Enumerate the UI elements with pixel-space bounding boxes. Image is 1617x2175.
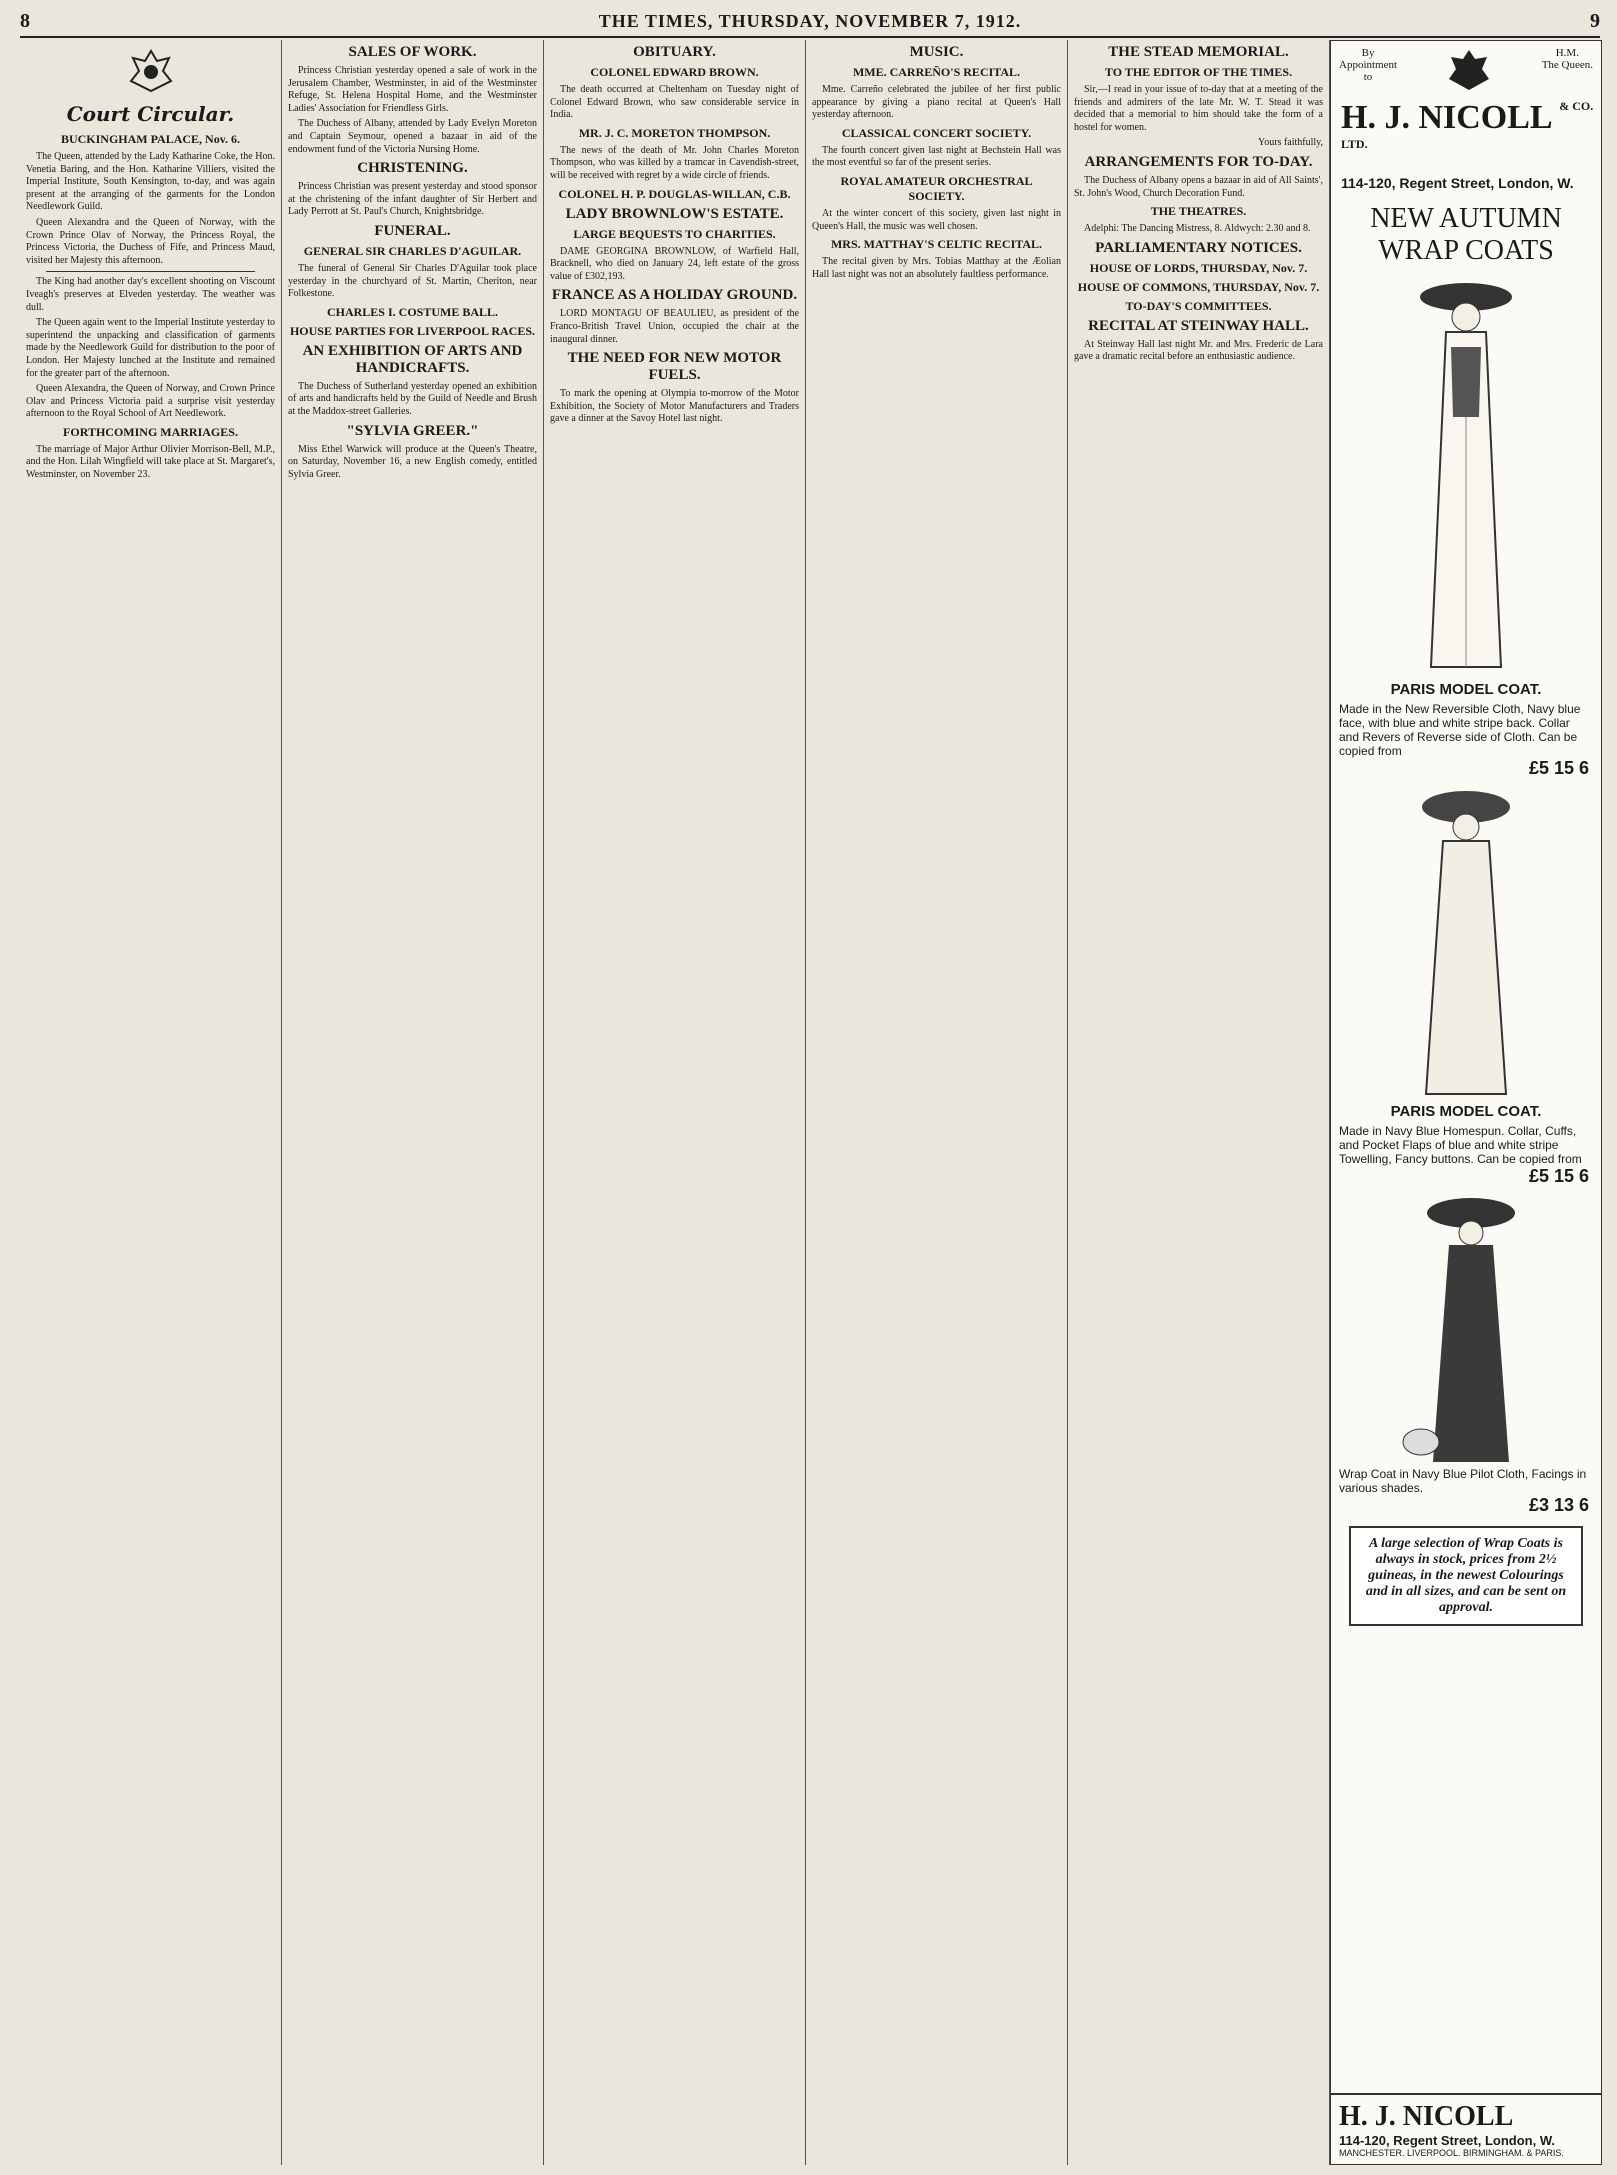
divider: [46, 271, 255, 272]
section-heading: FUNERAL.: [374, 222, 451, 239]
masthead-title: THE TIMES, THURSDAY, NOVEMBER 7, 1912.: [598, 10, 1022, 31]
ad-footer-branches: MANCHESTER. LIVERPOOL. BIRMINGHAM. & PARIS.: [1339, 2148, 1564, 2158]
royal-appointment: [1331, 41, 1601, 93]
paragraph: The marriage of Major Arthur Olivier Morrison-Bell, M.P., and the Hon. Lilah Wingfield will take place at St. Margaret's, Westminster, on November 23.: [26, 443, 275, 481]
page-number-right: 9: [1590, 9, 1600, 32]
section-heading: OBITUARY.: [633, 44, 716, 60]
ad-by: By: [1361, 47, 1375, 59]
paragraph: The fourth concert given last night at Bechstein Hall was the most eventful so far of the present series.: [812, 144, 1061, 169]
paragraph: Adelphi: The Dancing Mistress, 8. Aldwych: 2.30 and 8.: [1084, 223, 1311, 235]
paragraph: The death occurred at Cheltenham on Tuesday night of Colonel Edward Brown, who saw considerable service in India.: [550, 84, 799, 121]
paragraph: At Steinway Hall last night Mr. and Mrs. Frederic de Lara gave a dramatic recital before an enthusiastic audience.: [1074, 338, 1323, 363]
ad-to: to: [1363, 71, 1373, 83]
section-heading: PARLIAMENTARY NOTICES.: [1095, 239, 1302, 256]
ad-stock-notice: A large selection of Wrap Coats is always in stock, prices from 2½ guineas, in the newest Colourings and in all sizes, and can be sent on approval.: [1349, 1526, 1583, 1626]
section-dateline: BUCKINGHAM PALACE, Nov. 6.: [60, 132, 241, 146]
paragraph: The Queen, attended by the Lady Katharine Coke, the Hon. Venetia Baring, and the Hon. Katharine Villiers, visited the Imperial Institute, South Kensington, to-day, and was again present at the arranging of the garments for the London Needlework Guild.: [26, 151, 275, 213]
section-heading: CHRISTENING.: [357, 160, 468, 177]
section-subheading: TO THE EDITOR OF THE TIMES.: [1104, 65, 1293, 79]
ad-price-3: £3 13 6: [1528, 1495, 1589, 1515]
section-subheading: COLONEL H. P. DOUGLAS-WILLAN, C.B.: [558, 186, 791, 201]
coat-figure-2-image: [1391, 779, 1541, 1099]
paragraph: The funeral of General Sir Charles D'Aguilar took place yesterday in the churchyard of St. Martin, Cheriton, near Folkestone.: [288, 262, 537, 300]
ad-description-3: Wrap Coat in Navy Blue Pilot Cloth, Facings in various shades.: [1339, 1467, 1587, 1495]
section-heading: THE STEAD MEMORIAL.: [1108, 44, 1289, 60]
ad-footer-address: 114-120, Regent Street, London, W.: [1339, 2133, 1555, 2148]
section-subheading: HOUSE OF COMMONS, THURSDAY, Nov. 7.: [1077, 279, 1320, 294]
ad-headline-1: NEW AUTUMN: [1370, 203, 1562, 234]
ad-price-1: £5 15 6: [1528, 758, 1589, 778]
paragraph: The recital given by Mrs. Tobias Matthay at the Æolian Hall last night was not an absolutely faultless performance.: [812, 256, 1061, 280]
paragraph: DAME GEORGINA BROWNLOW, of Warfield Hall, Bracknell, who died on January 24, left estate of the gross value of £302,193.: [550, 245, 799, 282]
paragraph: Princess Christian yesterday opened a sale of work in the Jerusalem Chamber, Westminster, in aid of the Westminster Refuge, St. Helena Hospital Home, and the Westminster Ladies' Association for Friendless Girls.: [288, 65, 537, 114]
paragraph: The Queen again went to the Imperial Institute yesterday to superintend the unpacking and classification of garments made by the Needlework Guild for distribution to the poor of London. Her Majesty lunched at the Institute and remained for the greater part of the afternoon.: [26, 317, 275, 379]
ad-headline-2: WRAP COATS: [1378, 235, 1554, 266]
paragraph: At the winter concert of this society, given last night in Queen's Hall, the music was well chosen.: [812, 207, 1061, 232]
ad-footer-name: H. J. NICOLL: [1339, 2101, 1514, 2132]
section-subheading: COLONEL EDWARD BROWN.: [590, 65, 759, 79]
section-subheading: MME. CARREÑO'S RECITAL.: [852, 65, 1021, 79]
paragraph: Princess Christian was present yesterday and stood sponsor at the christening of the infant daughter of Sir Herbert and Lady Perrott at St. Paul's Church, Knightsbridge.: [288, 181, 537, 218]
section-heading: HOUSE PARTIES FOR LIVERPOOL RACES.: [289, 323, 536, 338]
column-court-circular: [20, 40, 282, 2165]
page-number-left: 8: [20, 9, 30, 32]
ad-caption-1: PARIS MODEL COAT.: [1390, 681, 1542, 698]
paragraph: Queen Alexandra and the Queen of Norway, with the Crown Prince Olav of Norway, the Princess Royal, the Princess Victoria, the Duchess of Fife, and Princess Maud, visited her Majesty this afternoon.: [26, 216, 275, 266]
section-heading: FORTHCOMING MARRIAGES.: [63, 424, 238, 439]
paragraph: The Duchess of Sutherland yesterday opened an exhibition of arts and handicrafts held by the Guild of Needle and Brush at the Maddox-street Galleries.: [288, 380, 537, 417]
ad-company-name: H. J. NICOLL $^{\& CO. LTD.}$: [1341, 99, 1594, 151]
section-heading: THE NEED FOR NEW MOTOR FUELS.: [567, 350, 782, 384]
coat-figure-1-image: [1391, 267, 1541, 677]
paragraph: The King had another day's excellent shooting on Viscount Iveagh's preserves at Elveden yesterday. The weather was dull.: [26, 276, 275, 313]
section-heading: "SYLVIA GREER.": [346, 422, 479, 439]
section-heading: FRANCE AS A HOLIDAY GROUND.: [551, 287, 798, 304]
paragraph: The news of the death of Mr. John Charles Moreton Thompson, who was killed by a tramcar in Cavendish-street, will be received with regret by a wide circle of friends.: [550, 144, 799, 181]
signature: Yours faithfully,: [1257, 137, 1323, 149]
section-heading: SALES OF WORK.: [348, 44, 477, 60]
advertisement-nicoll: [1330, 40, 1602, 2165]
column-music: [806, 40, 1068, 2165]
section-heading: LADY BROWNLOW'S ESTATE.: [565, 205, 784, 222]
ad-appointment: Appointment: [1339, 59, 1398, 71]
section-subheading: HOUSE OF LORDS, THURSDAY, Nov. 7.: [1089, 260, 1308, 275]
section-subheading: LARGE BEQUESTS TO CHARITIES.: [573, 226, 776, 241]
ad-description-1: Made in the New Reversible Cloth, Navy blue face, with blue and white stripe back. Collar and Revers of Reverse side of Cloth. Can be copied from: [1339, 702, 1581, 758]
section-heading: ARRANGEMENTS FOR TO-DAY.: [1084, 153, 1313, 170]
section-subheading: TO-DAY'S COMMITTEES.: [1125, 298, 1272, 313]
column-sales-of-work: [282, 40, 544, 2165]
paragraph: LORD MONTAGU OF BEAULIEU, as president of the Franco-British Travel Union, occupied the chair at the inaugural dinner.: [550, 308, 799, 345]
section-heading: MUSIC.: [909, 44, 964, 60]
section-heading: AN EXHIBITION OF ARTS AND HANDICRAFTS.: [302, 342, 523, 376]
ad-queen: The Queen.: [1541, 59, 1593, 71]
column-stead-memorial: [1068, 40, 1330, 2165]
section-subheading: THE THEATRES.: [1150, 204, 1247, 219]
coat-figure-3-image: [1391, 1187, 1541, 1467]
ad-address: 114-120, Regent Street, London, W.: [1341, 175, 1574, 191]
section-subheading: CLASSICAL CONCERT SOCIETY.: [841, 125, 1032, 140]
section-subheading: MRS. MATTHAY'S CELTIC RECITAL.: [830, 237, 1043, 252]
section-subheading: ROYAL AMATEUR ORCHESTRAL SOCIETY.: [840, 173, 1033, 203]
section-subheading: CHARLES I. COSTUME BALL.: [326, 304, 499, 319]
ad-company-suffix: & CO. LTD.: [1341, 99, 1594, 151]
paragraph: The Duchess of Albany opens a bazaar in aid of All Saints', St. John's Wood, Church Decoration Fund.: [1074, 174, 1323, 199]
section-subheading: MR. J. C. MORETON THOMPSON.: [578, 125, 771, 140]
paragraph: Queen Alexandra, the Queen of Norway, and Crown Prince Olav and Princess Victoria paid a surprise visit yesterday afternoon to the Royal School of Art Needlework.: [26, 383, 275, 420]
section-heading: RECITAL AT STEINWAY HALL.: [1088, 317, 1309, 334]
royal-crest-icon: [26, 46, 275, 96]
paragraph: To mark the opening at Olympia to-morrow of the Motor Exhibition, the Society of Motor Manufacturers and Traders gave a dinner at the Savoy Hotel last night.: [550, 388, 799, 425]
ad-footer: [1331, 2093, 1601, 2164]
column-obituary: [544, 40, 806, 2165]
paragraph: Miss Ethel Warwick will produce at the Queen's Theatre, on Saturday, November 16, a new English comedy, entitled Sylvia Greer.: [288, 443, 537, 480]
paragraph: The Duchess of Albany, attended by Lady Evelyn Moreton and Captain Seymour, opened a bazaar in aid of the endowment fund of the Victoria Nursing Home.: [288, 118, 537, 155]
court-circular-heading: Court Circular.: [66, 102, 235, 126]
ad-caption-2: PARIS MODEL COAT.: [1390, 1103, 1542, 1120]
section-subheading: GENERAL SIR CHARLES D'AGUILAR.: [303, 243, 522, 258]
royal-arms-icon: [1444, 47, 1494, 93]
ad-description-2: Made in Navy Blue Homespun. Collar, Cuffs, and Pocket Flaps of blue and white stripe Towelling, Fancy buttons. Can be copied from: [1339, 1124, 1582, 1166]
ad-hm: H.M.: [1555, 47, 1579, 59]
ad-price-2: £5 15 6: [1528, 1166, 1589, 1186]
paragraph: Mme. Carreño celebrated the jubilee of her first public appearance by giving a piano recital at Queen's Hall yesterday afternoon.: [812, 84, 1061, 121]
masthead: [20, 6, 1600, 38]
paragraph: Sir,—I read in your issue of to-day that at a meeting of the friends and admirers of the late Mr. W. T. Stead it was decided that a memorial to him should take the form of a hostel for women.: [1074, 84, 1323, 133]
